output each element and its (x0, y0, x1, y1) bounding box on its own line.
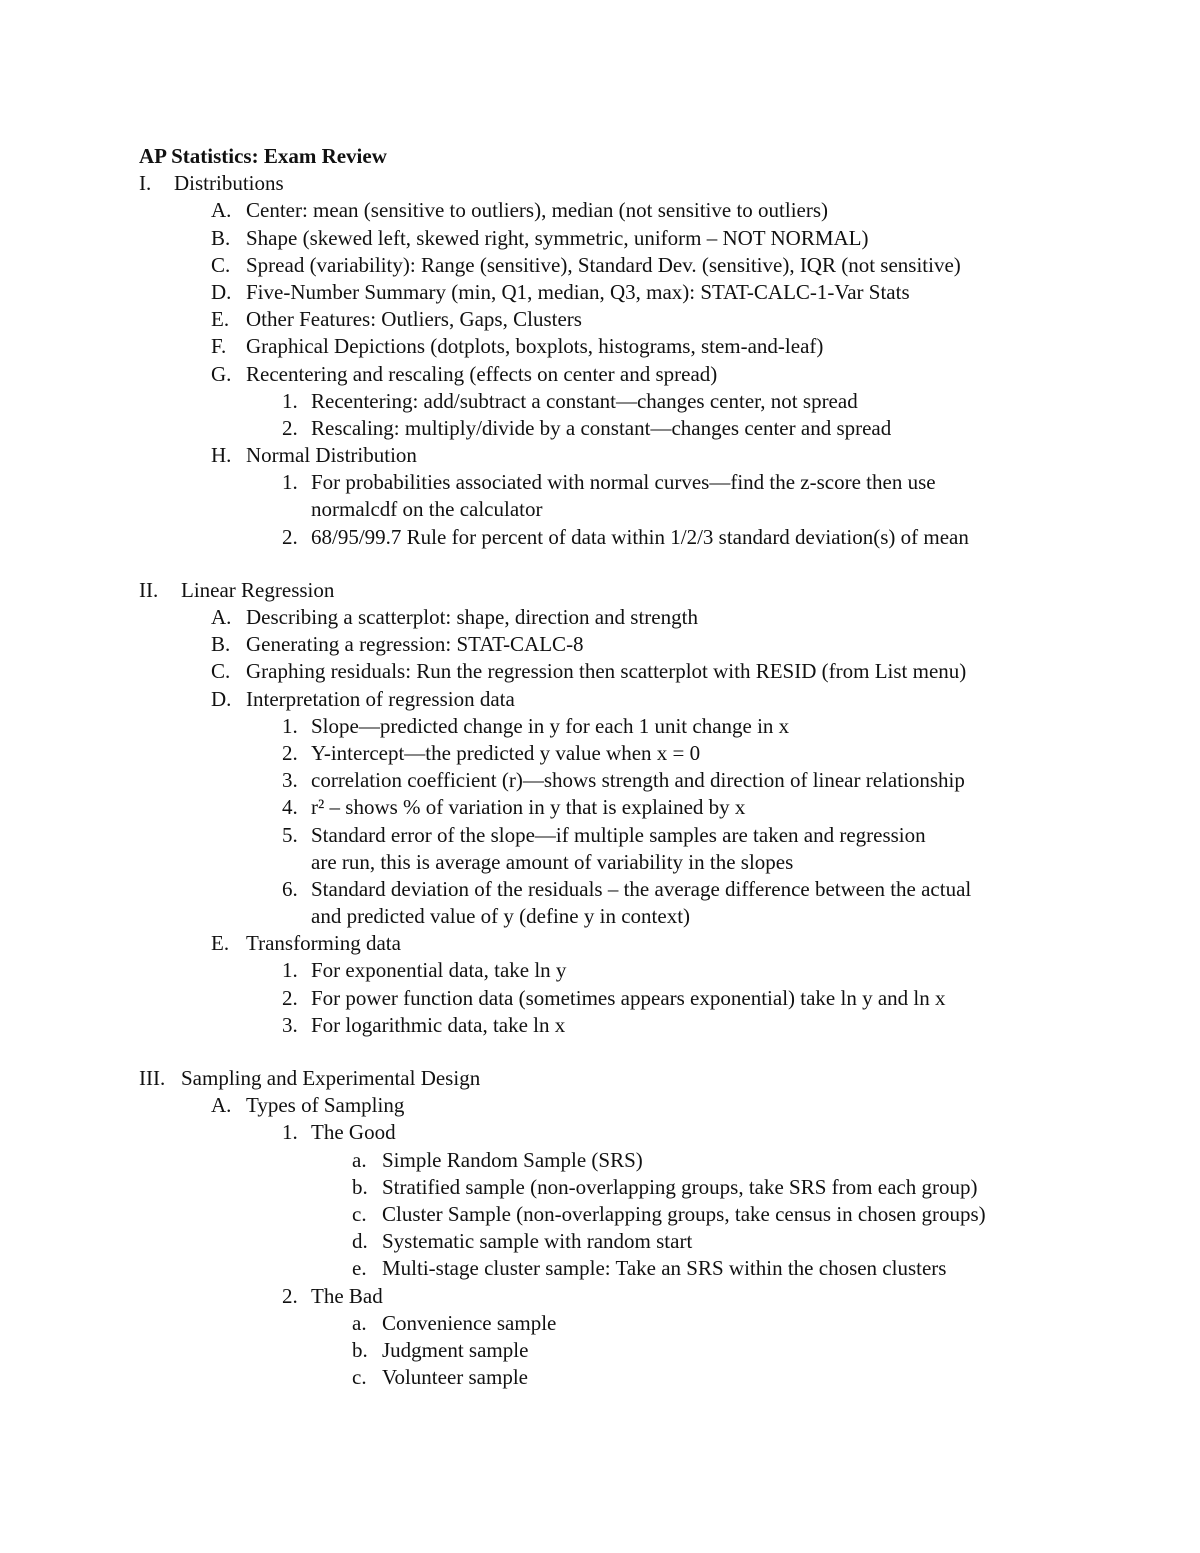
item-text: Recentering and rescaling (effects on center and spread) (246, 361, 718, 386)
item-line (139, 631, 1139, 658)
subitem-label: 1. (282, 958, 298, 983)
subitem-line (139, 767, 1139, 794)
subitem-line (139, 1119, 1139, 1146)
section-label: I. (139, 171, 152, 196)
subitem-text: For probabilities associated with normal curves—find the z-score then use (311, 470, 936, 495)
subitem-text-cont: and predicted value of y (define y in context) (311, 904, 691, 929)
item-label: C. (211, 252, 231, 277)
item-label: B. (211, 632, 231, 657)
subitem-line (139, 388, 1139, 415)
section-heading-text: Sampling and Experimental Design (181, 1066, 481, 1090)
item-label: B. (211, 225, 231, 250)
subsubitem-text: Stratified sample (non-overlapping groups, take SRS from each group) (382, 1174, 978, 1199)
subitem-line (139, 903, 1139, 930)
subsubitem-text: Judgment sample (382, 1337, 529, 1362)
item-label: D. (211, 686, 232, 711)
section-spacer (139, 551, 1139, 577)
item-text: Describing a scatterplot: shape, direction and strength (246, 605, 698, 629)
subitem-label: 2. (282, 985, 298, 1010)
subitem-label: 5. (282, 822, 298, 847)
section-heading (139, 577, 1139, 604)
subitem-line (139, 876, 1139, 903)
subitem-line (139, 1012, 1139, 1039)
subitem-line (139, 957, 1139, 984)
subsubitem-line (139, 1310, 1139, 1337)
item-text: Transforming data (246, 931, 401, 956)
item-text: Spread (variability): Range (sensitive), Standard Dev. (sensitive), IQR (not sensitive) (246, 252, 961, 277)
subitem-text-cont: normalcdf on the calculator (311, 497, 543, 522)
item-text: Center: mean (sensitive to outliers), median (not sensitive to outliers) (246, 198, 829, 223)
item-line (139, 197, 1139, 224)
item-text: Shape (skewed left, skewed right, symmetric, uniform – NOT NORMAL) (246, 225, 869, 250)
subsubitem-line (139, 1255, 1139, 1282)
item-line (139, 252, 1139, 279)
item-line (139, 1092, 1139, 1119)
subitem-label: 3. (282, 1012, 298, 1037)
item-line (139, 930, 1139, 957)
subitem-label: 2. (282, 415, 298, 440)
subsubitem-line (139, 1147, 1139, 1174)
subsubitem-text: Volunteer sample (382, 1365, 528, 1390)
item-text: Five-Number Summary (min, Q1, median, Q3, max): STAT-CALC-1-Var Stats (246, 279, 910, 304)
section-heading-text: Distributions (174, 171, 284, 196)
subitem-line (139, 713, 1139, 740)
section-heading (139, 170, 1139, 197)
item-line (139, 361, 1139, 388)
item-line (139, 225, 1139, 252)
subitem-text: For logarithmic data, take ln x (311, 1012, 566, 1037)
subitem-line (139, 822, 1139, 849)
section-label: III. (139, 1066, 166, 1090)
subitem-text: Slope—predicted change in y for each 1 unit change in x (311, 713, 790, 738)
subitem-text: For power function data (sometimes appears exponential) take ln y and ln x (311, 985, 946, 1010)
subitem-line (139, 496, 1139, 523)
subitem-line (139, 415, 1139, 442)
subitem-text: 68/95/99.7 Rule for percent of data within 1/2/3 standard deviation(s) of mean (311, 524, 969, 549)
section-heading-text: Linear Regression (181, 577, 335, 602)
subsubitem-text: Simple Random Sample (SRS) (382, 1147, 643, 1172)
item-line (139, 279, 1139, 306)
subsubitem-text: Cluster Sample (non-overlapping groups, take census in chosen groups) (382, 1201, 986, 1226)
subsubitem-label: c. (352, 1201, 367, 1226)
subsubitem-line (139, 1364, 1139, 1391)
subitem-label: 1. (282, 388, 298, 413)
subsubitem-label: a. (352, 1310, 367, 1335)
subitem-text: correlation coefficient (r)—shows strength and direction of linear relationship (311, 768, 965, 793)
subsubitem-label: b. (352, 1337, 368, 1362)
subitem-line (139, 849, 1139, 876)
subitem-line (139, 469, 1139, 496)
item-line (139, 658, 1139, 685)
item-text: Graphical Depictions (dotplots, boxplots, histograms, stem-and-leaf) (246, 334, 824, 359)
subsubitem-line (139, 1174, 1139, 1201)
subsubitem-text: Systematic sample with random start (382, 1229, 693, 1254)
item-label: A. (211, 1093, 232, 1118)
item-label: D. (211, 279, 232, 304)
subitem-line (139, 524, 1139, 551)
subitem-label: 6. (282, 876, 298, 901)
document-page (139, 143, 1139, 1391)
subitem-text: Recentering: add/subtract a constant—changes center, not spread (311, 388, 858, 413)
subitem-label: 2. (282, 524, 298, 549)
item-line (139, 686, 1139, 713)
subitem-text: Y-intercept—the predicted y value when x = 0 (311, 740, 701, 765)
item-text: Types of Sampling (246, 1093, 405, 1118)
item-line (139, 604, 1139, 631)
subitem-label: 1. (282, 470, 298, 495)
subitem-text: Standard deviation of the residuals – the average difference between the actual (311, 876, 972, 901)
subitem-label: 4. (282, 795, 298, 820)
subitem-text: Standard error of the slope—if multiple samples are taken and regression (311, 822, 926, 847)
subsubitem-label: a. (352, 1147, 367, 1172)
subitem-line (139, 985, 1139, 1012)
subsubitem-label: d. (352, 1229, 368, 1254)
item-text: Normal Distribution (246, 443, 417, 468)
item-label: G. (211, 361, 232, 386)
item-line (139, 442, 1139, 469)
page-title: AP Statistics: Exam Review (139, 144, 387, 168)
item-text: Interpretation of regression data (246, 686, 515, 711)
subitem-label: 1. (282, 1120, 298, 1145)
item-text: Other Features: Outliers, Gaps, Clusters (246, 307, 582, 332)
item-label: F. (211, 334, 227, 359)
subsubitem-label: b. (352, 1174, 368, 1199)
item-label: C. (211, 659, 231, 684)
subitem-text: The Good (311, 1120, 396, 1145)
section-label: II. (139, 577, 159, 602)
subitem-label: 3. (282, 768, 298, 793)
subsubitem-label: e. (352, 1256, 367, 1281)
section-heading (139, 1065, 1139, 1092)
subitem-text: r² – shows % of variation in y that is explained by x (311, 795, 746, 820)
outline (139, 170, 1139, 1391)
item-text: Generating a regression: STAT-CALC-8 (246, 632, 584, 657)
item-line (139, 306, 1139, 333)
subitem-text: The Bad (311, 1283, 383, 1308)
item-line (139, 333, 1139, 360)
subitem-line (139, 1283, 1139, 1310)
item-label: E. (211, 931, 230, 956)
item-text: Graphing residuals: Run the regression then scatterplot with RESID (from List menu) (246, 659, 967, 684)
subitem-line (139, 740, 1139, 767)
item-label: E. (211, 307, 230, 332)
item-label: H. (211, 443, 232, 468)
subsubitem-line (139, 1201, 1139, 1228)
subsubitem-line (139, 1228, 1139, 1255)
subitem-text-cont: are run, this is average amount of variability in the slopes (311, 849, 794, 874)
item-label: A. (211, 605, 232, 629)
subitem-label: 1. (282, 713, 298, 738)
subitem-text: For exponential data, take ln y (311, 958, 567, 983)
subsubitem-line (139, 1337, 1139, 1364)
subsubitem-text: Multi-stage cluster sample: Take an SRS within the chosen clusters (382, 1256, 947, 1281)
subsubitem-label: c. (352, 1365, 367, 1390)
subitem-text: Rescaling: multiply/divide by a constant—changes center and spread (311, 415, 892, 440)
subitem-line (139, 794, 1139, 821)
subitem-label: 2. (282, 1283, 298, 1308)
item-label: A. (211, 198, 232, 223)
section-spacer (139, 1039, 1139, 1065)
subitem-label: 2. (282, 740, 298, 765)
subsubitem-text: Convenience sample (382, 1310, 557, 1335)
